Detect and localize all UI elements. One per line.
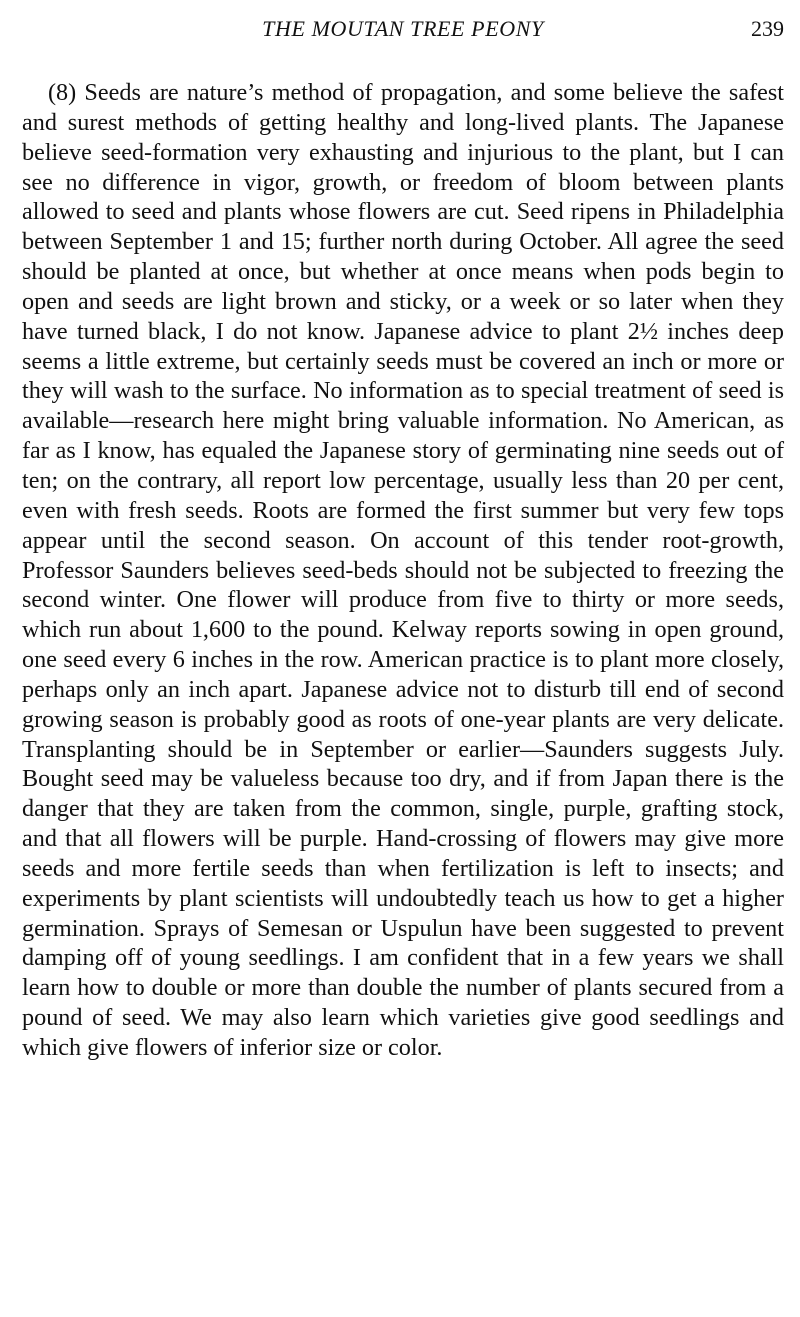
page-number: 239 — [751, 16, 784, 41]
running-head — [22, 12, 784, 46]
body-paragraph: (8) Seeds are nature’s method of propagation, and some believe the safest and surest methods of getting healthy and long-lived plants. The Japanese believe seed-formation very exhausting and injurious to the plant, but I can see no difference in vigor, growth, or freedom of bloom between plants allowed to seed and plants whose flowers are cut. Seed ripens in Philadelphia between September 1 and 15; further north during October. All agree the seed should be planted at once, but whether at once means when pods begin to open and seeds are light brown and sticky, or a week or so later when they have turned black, I do not know. Japanese advice to plant 2½ inches deep seems a little extreme, but certainly seeds must be covered an inch or more or they will wash to the surface. No information as to special treatment of seed is available—research here might bring valuable information. No American, as far as I know, has equaled the Japanese story of germinating nine seeds out of ten; on the contrary, all report low percentage, usually less than 20 per cent, even with fresh seeds. Roots are formed the first summer but very few tops appear until the second season. On account of this tender root-growth, Professor Saunders believes seed-beds should not be subjected to freezing the second winter. One flower will produce from five to thirty or more seeds, which run about 1,600 to the pound. Kelway reports sowing in open ground, one seed every 6 inches in the row. American practice is to plant more closely, perhaps only an inch apart. Japanese advice not to disturb till end of second growing season is probably good as roots of one-year plants are very delicate. Transplanting should be in September or earlier—Saunders suggests July. Bought seed may be valueless because too dry, and if from Japan there is the danger that they are taken from the common, single, purple, grafting stock, and that all flowers will be purple. Hand-crossing of flowers may give more seeds and more fertile seeds than when fertilization is left to insects; and experiments by plant scientists will undoubtedly teach us how to get a higher germination. Sprays of Semesan or Uspulun have been suggested to prevent damping off of young seedlings. I am confident that in a few years we shall learn how to double or more than double the number of plants secured from a pound of seed. We may also learn which varieties give good seedlings and which give flowers of inferior size or color. — [22, 79, 784, 1061]
book-page — [22, 12, 784, 1087]
running-title: THE MOUTAN TREE PEONY — [262, 16, 544, 41]
